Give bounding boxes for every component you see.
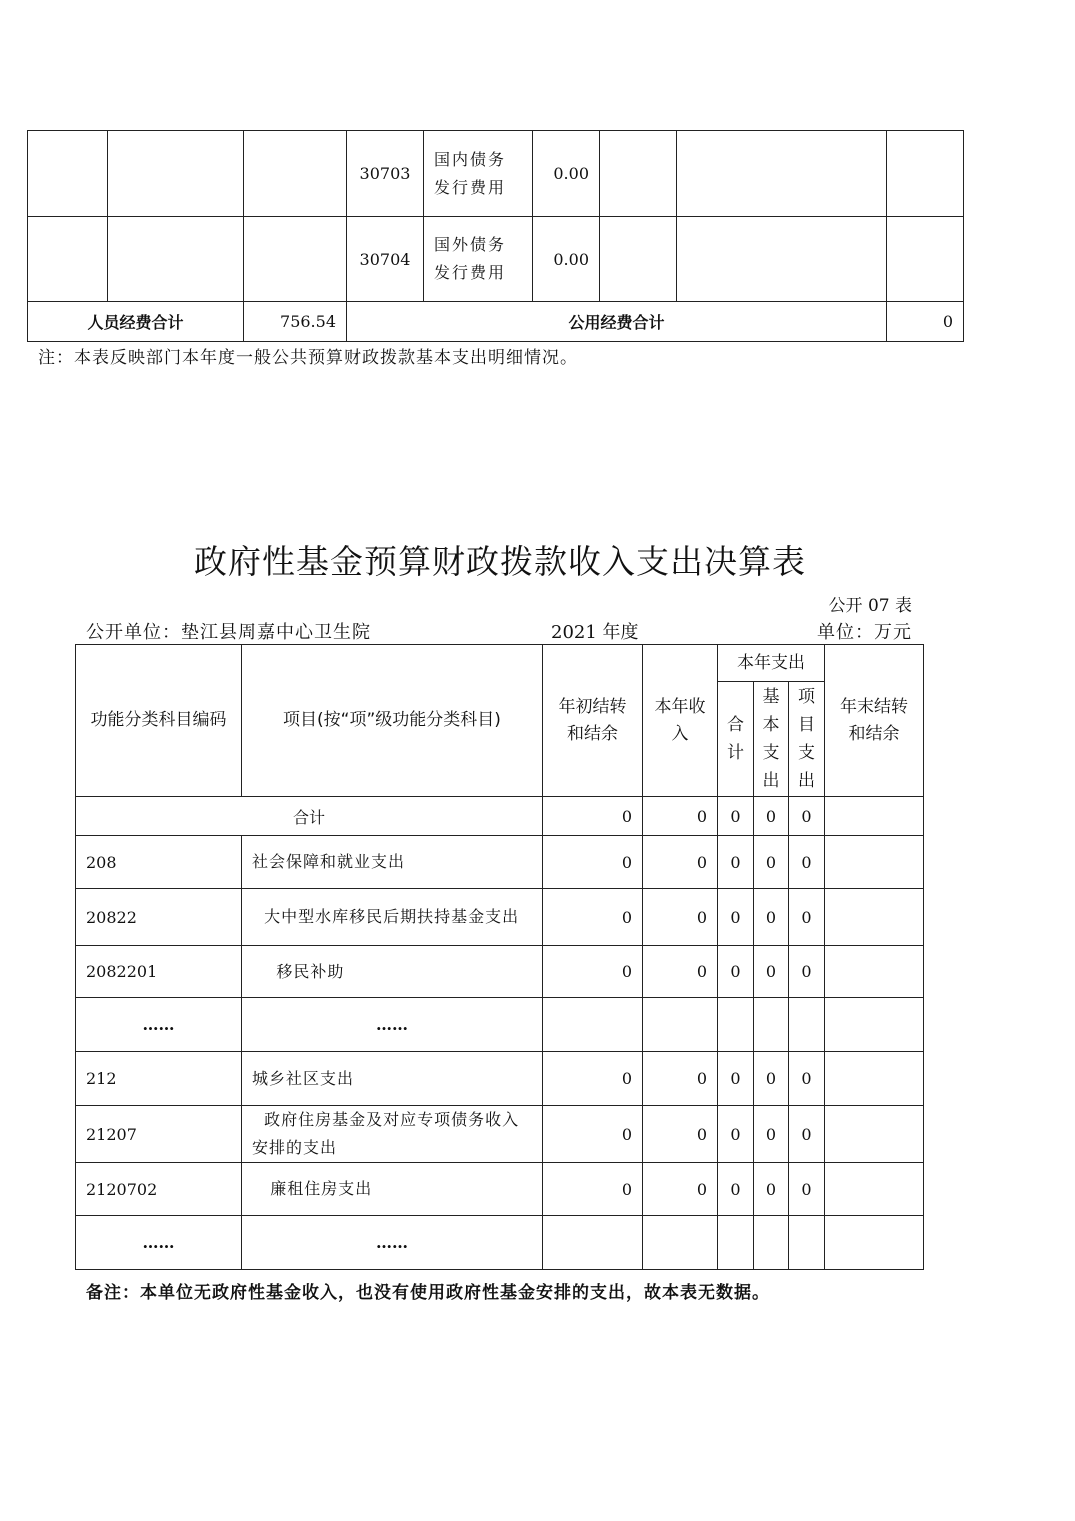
row-code: 21207 (76, 1106, 242, 1163)
row-begin-balance: 0 (543, 946, 643, 998)
row-exp-total: 0 (718, 946, 754, 998)
econ-name: 国内债务发行费用 (424, 131, 533, 217)
row-end-balance (825, 1216, 924, 1270)
row-begin-balance (543, 998, 643, 1052)
table-row (76, 1216, 924, 1270)
header-expense-basic-text: 基本支出 (762, 687, 780, 791)
row-item-name: 社会保障和就业支出 (242, 836, 543, 889)
table-row (28, 131, 964, 217)
econ-code: 30704 (347, 217, 424, 302)
row-begin-balance: 0 (543, 1052, 643, 1106)
personnel-total-label: 人员经费合计 (28, 302, 244, 342)
row-exp-basic: 0 (754, 1106, 789, 1163)
row-exp-total: 0 (718, 889, 754, 946)
row-code: 2120702 (76, 1163, 242, 1216)
total-row (76, 797, 924, 836)
header-income: 本年收入 (643, 645, 718, 797)
header-expense-project (789, 682, 825, 797)
row-begin-balance: 0 (543, 1106, 643, 1163)
row-code: 212 (76, 1052, 242, 1106)
row-end-balance (825, 1163, 924, 1216)
table-row (76, 998, 924, 1052)
row-item-name: …… (242, 1216, 543, 1270)
row-exp-basic: 0 (754, 946, 789, 998)
row-begin-balance: 0 (543, 1163, 643, 1216)
fund-budget-table (75, 644, 924, 1270)
table-row (76, 1052, 924, 1106)
public-total-value: 0 (887, 302, 964, 342)
row-end-balance (825, 1106, 924, 1163)
header-expense-total-text: 合计 (727, 715, 744, 763)
public-total-label: 公用经费合计 (347, 302, 887, 342)
row-item-name: 大中型水库移民后期扶持基金支出 (242, 889, 543, 946)
row-exp-project: 0 (789, 946, 825, 998)
row-exp-project: 0 (789, 889, 825, 946)
row-exp-total (718, 998, 754, 1052)
table-remark: 备注：本单位无政府性基金收入，也没有使用政府性基金安排的支出，故本表无数据。 (86, 1283, 770, 1303)
row-item-name: 政府住房基金及对应专项债务收入安排的支出 (242, 1106, 543, 1163)
row-income: 0 (643, 889, 718, 946)
row-exp-total: 0 (718, 1052, 754, 1106)
total-exp-basic: 0 (754, 797, 789, 836)
row-code: 2082201 (76, 946, 242, 998)
summary-row (28, 302, 964, 342)
total-label: 合计 (292, 807, 325, 827)
row-item-name: …… (242, 998, 543, 1052)
row-exp-project (789, 1216, 825, 1270)
row-exp-basic (754, 1216, 789, 1270)
header-end-balance: 年末结转和结余 (825, 645, 924, 797)
row-income: 0 (643, 1052, 718, 1106)
table-row (76, 889, 924, 946)
table-row (76, 836, 924, 889)
total-begin: 0 (543, 797, 643, 836)
econ-name: 国外债务发行费用 (424, 217, 533, 302)
row-income (643, 998, 718, 1052)
row-end-balance (825, 998, 924, 1052)
row-exp-project: 0 (789, 1052, 825, 1106)
total-end (825, 797, 924, 836)
basic-expense-detail-table (27, 130, 964, 342)
row-end-balance (825, 1052, 924, 1106)
header-code: 功能分类科目编码 (76, 645, 242, 797)
header-expense-total (718, 682, 754, 797)
header-expense-basic (754, 682, 789, 797)
econ-amount: 0.00 (533, 131, 600, 217)
total-exp-total: 0 (718, 797, 754, 836)
header-begin-balance: 年初结转和结余 (543, 645, 643, 797)
row-income: 0 (643, 1106, 718, 1163)
row-exp-total: 0 (718, 1163, 754, 1216)
page-title: 政府性基金预算财政拨款收入支出决算表 (194, 542, 806, 581)
row-exp-basic: 0 (754, 1163, 789, 1216)
table-row (76, 946, 924, 998)
row-code: …… (76, 1216, 242, 1270)
econ-code: 30703 (347, 131, 424, 217)
header-row (76, 645, 924, 682)
row-item-name: 城乡社区支出 (242, 1052, 543, 1106)
header-expense-project-text: 项目支出 (798, 687, 815, 791)
reporting-unit: 公开单位：垫江县周嘉中心卫生院 (86, 622, 371, 643)
row-item-name: 廉租住房支出 (242, 1163, 543, 1216)
total-exp-project: 0 (789, 797, 825, 836)
row-code: 20822 (76, 889, 242, 946)
fiscal-year: 2021 年度 (551, 622, 639, 643)
personnel-total-value: 756.54 (244, 302, 347, 342)
row-exp-basic: 0 (754, 1052, 789, 1106)
row-exp-basic: 0 (754, 836, 789, 889)
header-expense-group: 本年支出 (718, 645, 825, 682)
row-income: 0 (643, 836, 718, 889)
row-exp-project: 0 (789, 1106, 825, 1163)
row-end-balance (825, 836, 924, 889)
row-exp-total: 0 (718, 1106, 754, 1163)
row-begin-balance: 0 (543, 889, 643, 946)
table-row (76, 1163, 924, 1216)
row-code: …… (76, 998, 242, 1052)
row-exp-project: 0 (789, 836, 825, 889)
econ-amount: 0.00 (533, 217, 600, 302)
row-exp-total (718, 1216, 754, 1270)
row-income: 0 (643, 1163, 718, 1216)
table-row (28, 217, 964, 302)
total-income: 0 (643, 797, 718, 836)
table-row (76, 1106, 924, 1163)
row-begin-balance (543, 1216, 643, 1270)
row-exp-project (789, 998, 825, 1052)
row-income (643, 1216, 718, 1270)
row-end-balance (825, 946, 924, 998)
row-exp-project: 0 (789, 1163, 825, 1216)
row-income: 0 (643, 946, 718, 998)
row-exp-basic (754, 998, 789, 1052)
row-end-balance (825, 889, 924, 946)
row-code: 208 (76, 836, 242, 889)
table-number: 公开 07 表 (828, 596, 912, 616)
row-begin-balance: 0 (543, 836, 643, 889)
row-exp-total: 0 (718, 836, 754, 889)
row-item-name: 移民补助 (242, 946, 543, 998)
currency-unit: 单位：万元 (817, 622, 912, 643)
table-note: 注：本表反映部门本年度一般公共预算财政拨款基本支出明细情况。 (38, 348, 578, 368)
row-exp-basic: 0 (754, 889, 789, 946)
header-item: 项目(按“项”级功能分类科目) (242, 645, 543, 797)
